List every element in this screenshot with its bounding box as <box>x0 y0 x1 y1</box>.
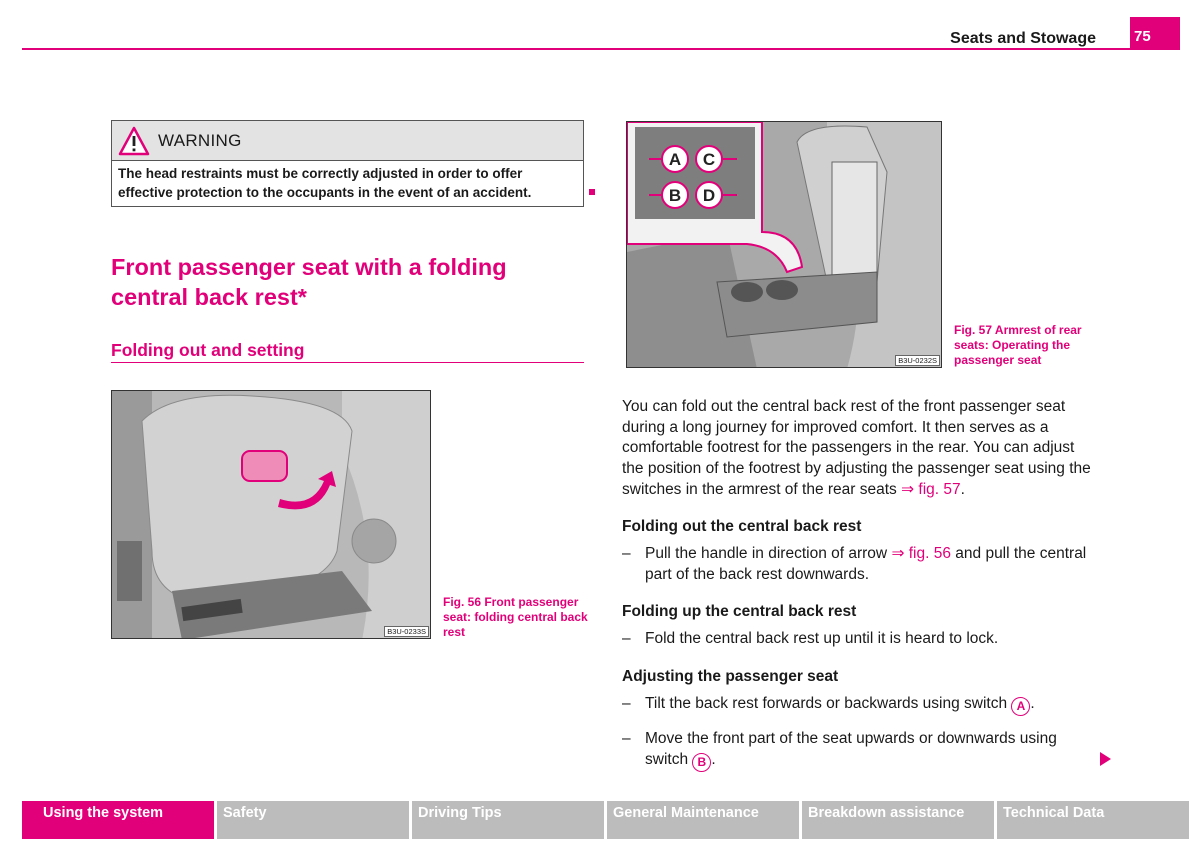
fold-up-heading: Folding up the central back rest <box>622 603 857 620</box>
adjust-step-1-label: Tilt the back rest forwards or backwards using switch <box>645 695 1008 712</box>
fold-up-step <box>622 629 1100 650</box>
sub-heading-rule <box>111 362 584 363</box>
fig-56-reference-link[interactable]: ⇒ fig. 56 <box>891 545 951 562</box>
warning-text: The head restraints must be correctly adjusted in order to offer effective protection to the occupants in the event of an accident. <box>118 166 532 200</box>
step-dash: – <box>622 695 631 712</box>
armrest-illustration <box>627 122 942 368</box>
warning-triangle-icon <box>118 126 150 156</box>
section-title: Seats and Stowage <box>950 30 1096 47</box>
figure-56-code: B3U-0233S <box>384 626 429 637</box>
adjust-step-1 <box>622 694 1100 716</box>
intro-paragraph <box>622 397 1100 501</box>
step-dash: – <box>622 730 631 747</box>
switch-label-c: C <box>702 150 716 169</box>
nav-tab-general-maintenance[interactable]: General Maintenance <box>607 801 799 839</box>
switch-a-badge: A <box>1011 697 1030 716</box>
figure-56-caption: Fig. 56 Front passenger seat: folding central back rest <box>443 595 588 639</box>
seat-back-illustration <box>112 391 431 639</box>
sub-heading: Folding out and setting <box>111 340 305 360</box>
main-heading: Front passenger seat with a folding central back rest* <box>111 254 507 310</box>
next-page-arrow-icon[interactable] <box>1100 752 1111 766</box>
adjust-heading: Adjusting the passenger seat <box>622 668 839 685</box>
fold-out-step-text <box>645 544 1100 585</box>
nav-tab-driving-tips[interactable]: Driving Tips <box>412 801 604 839</box>
adjust-step-2-label: Move the front part of the seat upwards or downwards using switch <box>645 730 1057 768</box>
nav-tab-safety[interactable]: Safety <box>217 801 409 839</box>
nav-tab-technical-data[interactable]: Technical Data <box>997 801 1189 839</box>
adjust-step-2-text <box>645 729 1100 772</box>
figure-57-armrest <box>626 121 942 368</box>
adjust-step-2-end: . <box>711 750 716 768</box>
switch-label-d: D <box>702 186 716 205</box>
fold-up-step-text: Fold the central back rest up until it is heard to lock. <box>645 630 999 647</box>
intro-end: . <box>960 480 965 498</box>
adjust-step-2 <box>622 729 1100 772</box>
switch-label-a: A <box>668 150 682 169</box>
nav-tab-using-the-system[interactable]: Using the system <box>22 801 214 839</box>
intro-text: You can fold out the central back rest of the front passenger seat during a long journey for improved comfort. It then serves as a comfortable footrest for the passengers in the rear. You can adjust the position of the footrest by adjusting the passenger seat using the switches in the armrest of the rear seats <box>622 398 1091 498</box>
switch-b-badge: B <box>692 753 711 772</box>
warning-title: WARNING <box>158 130 242 150</box>
header-rule <box>22 48 1180 50</box>
section-end-marker <box>589 189 595 195</box>
footer-nav <box>22 801 1189 839</box>
fold-out-step-text-b: and pull the central part of the back rest downwards. <box>645 545 1087 583</box>
figure-57-caption: Fig. 57 Armrest of rear seats: Operating the passenger seat <box>954 323 1082 367</box>
figure-56-seat-back <box>111 390 431 639</box>
step-dash: – <box>622 630 631 647</box>
adjust-step-1-end: . <box>1030 695 1035 712</box>
fig-57-reference-link[interactable]: ⇒ fig. 57 <box>901 480 961 498</box>
step-dash: – <box>622 545 631 562</box>
nav-tab-breakdown-assistance[interactable]: Breakdown assistance <box>802 801 994 839</box>
fold-out-heading: Folding out the central back rest <box>622 518 862 535</box>
fold-out-step-text-a: Pull the handle in direction of arrow <box>645 545 888 562</box>
page-number: 75 <box>1130 17 1180 50</box>
figure-57-code: B3U-0232S <box>895 355 940 366</box>
adjust-step-1-text <box>645 694 1035 716</box>
switch-label-b: B <box>668 186 682 205</box>
warning-box <box>111 120 584 207</box>
warning-header <box>112 121 583 161</box>
fold-out-step <box>622 544 1100 585</box>
